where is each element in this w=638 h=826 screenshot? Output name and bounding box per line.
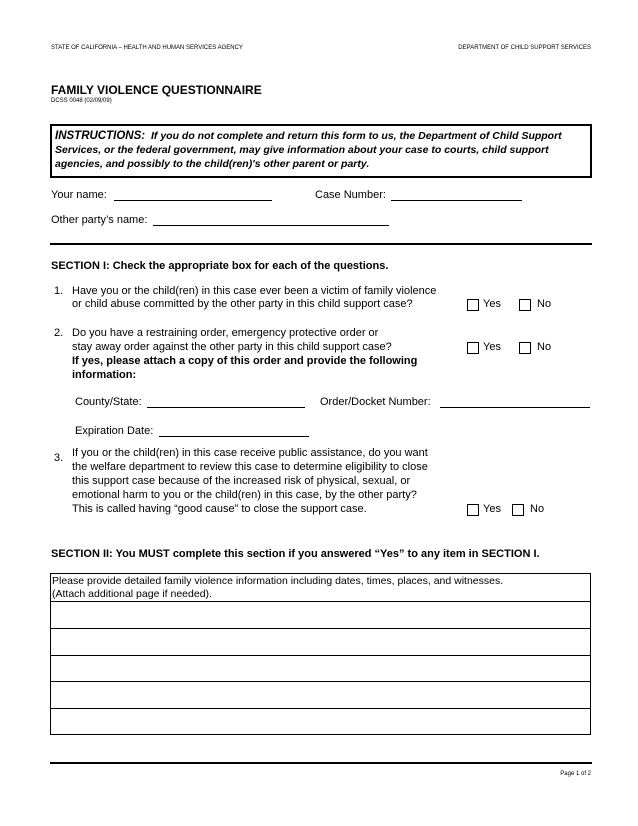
footer-divider bbox=[50, 762, 592, 764]
q1-yes-checkbox[interactable] bbox=[467, 299, 479, 311]
instructions-line3: agencies, and possibly to the child(ren)'s other parent or party. bbox=[55, 158, 370, 170]
violence-details-box[interactable] bbox=[50, 573, 591, 735]
q2-yes-checkbox[interactable] bbox=[467, 342, 479, 354]
section2-heading: SECTION II: You MUST complete this section if you answered “Yes” to any item in SECTION I. bbox=[51, 548, 540, 560]
instructions-label: INSTRUCTIONS: bbox=[55, 130, 146, 142]
q2-no-checkbox[interactable] bbox=[519, 342, 531, 354]
q2-line2: stay away order against the other party in this child support case? bbox=[72, 341, 392, 353]
q3-yes-checkbox[interactable] bbox=[467, 504, 479, 516]
other-party-label: Other party’s name: bbox=[51, 214, 148, 226]
q2-line4: information: bbox=[72, 369, 137, 381]
q3-line5: This is called having “good cause” to close the support case. bbox=[72, 503, 367, 515]
q2-line1: Do you have a restraining order, emergency protective order or bbox=[72, 327, 379, 339]
q1-line1: Have you or the child(ren) in this case ever been a victim of family violence bbox=[72, 285, 437, 297]
county-state-label: County/State: bbox=[75, 396, 142, 408]
form-title: FAMILY VIOLENCE QUESTIONNAIRE bbox=[51, 83, 262, 97]
q3-no-label: No bbox=[530, 503, 545, 515]
expiration-field[interactable] bbox=[159, 436, 309, 437]
your-name-label: Your name: bbox=[51, 189, 107, 201]
q3-line1: If you or the child(ren) in this case receive public assistance, do you want bbox=[72, 447, 428, 459]
case-number-field[interactable] bbox=[391, 200, 522, 201]
expiration-label: Expiration Date: bbox=[75, 425, 154, 437]
details-line[interactable] bbox=[51, 628, 590, 629]
details-line[interactable] bbox=[51, 681, 590, 682]
details-line[interactable] bbox=[51, 601, 590, 602]
form-code: DCSS 0048 (02/09/09) bbox=[51, 98, 112, 104]
q1-no-label: No bbox=[537, 298, 552, 310]
q3-line3: this support case because of the increased risk of physical, sexual, or bbox=[72, 475, 411, 487]
q1-number: 1. bbox=[54, 285, 64, 297]
q2-yes-label: Yes bbox=[483, 341, 501, 353]
section1-heading: SECTION I: Check the appropriate box for each of the questions. bbox=[51, 260, 389, 272]
q1-yes-label: Yes bbox=[483, 298, 501, 310]
divider bbox=[50, 243, 592, 245]
case-number-label: Case Number: bbox=[315, 189, 386, 201]
instructions-box bbox=[50, 124, 592, 178]
details-line[interactable] bbox=[51, 708, 590, 709]
instructions-line1: If you do not complete and return this form to us, the Department of Child Support bbox=[151, 130, 562, 142]
q1-no-checkbox[interactable] bbox=[519, 299, 531, 311]
other-party-field[interactable] bbox=[153, 225, 389, 226]
q3-number: 3. bbox=[54, 452, 64, 464]
q3-yes-label: Yes bbox=[483, 503, 501, 515]
your-name-field[interactable] bbox=[114, 200, 272, 201]
q2-line3: If yes, please attach a copy of this order and provide the following bbox=[72, 355, 418, 367]
department-header: DEPARTMENT OF CHILD SUPPORT SERVICES bbox=[458, 45, 591, 51]
section2-prompt2: (Attach additional page if needed). bbox=[52, 588, 212, 600]
order-docket-label: Order/Docket Number: bbox=[320, 396, 431, 408]
section2-prompt1: Please provide detailed family violence information including dates, times, places, and witnesses. bbox=[52, 575, 504, 587]
q2-number: 2. bbox=[54, 327, 64, 339]
page-number: Page 1 of 2 bbox=[560, 771, 591, 777]
q1-line2: or child abuse committed by the other party in this child support case? bbox=[72, 298, 413, 310]
instructions-line2: Services, or the federal government, may give information about your case to courts, child support bbox=[55, 144, 549, 156]
agency-header: STATE OF CALIFORNIA – HEALTH AND HUMAN SERVICES AGENCY bbox=[51, 45, 243, 51]
county-state-field[interactable] bbox=[147, 407, 305, 408]
q2-no-label: No bbox=[537, 341, 552, 353]
q3-line2: the welfare department to review this case to determine eligibility to close bbox=[72, 461, 428, 473]
order-docket-field[interactable] bbox=[440, 407, 590, 408]
details-line[interactable] bbox=[51, 655, 590, 656]
q3-line4: emotional harm to you or the child(ren) in this case, by the other party? bbox=[72, 489, 417, 501]
q3-no-checkbox[interactable] bbox=[512, 504, 524, 516]
